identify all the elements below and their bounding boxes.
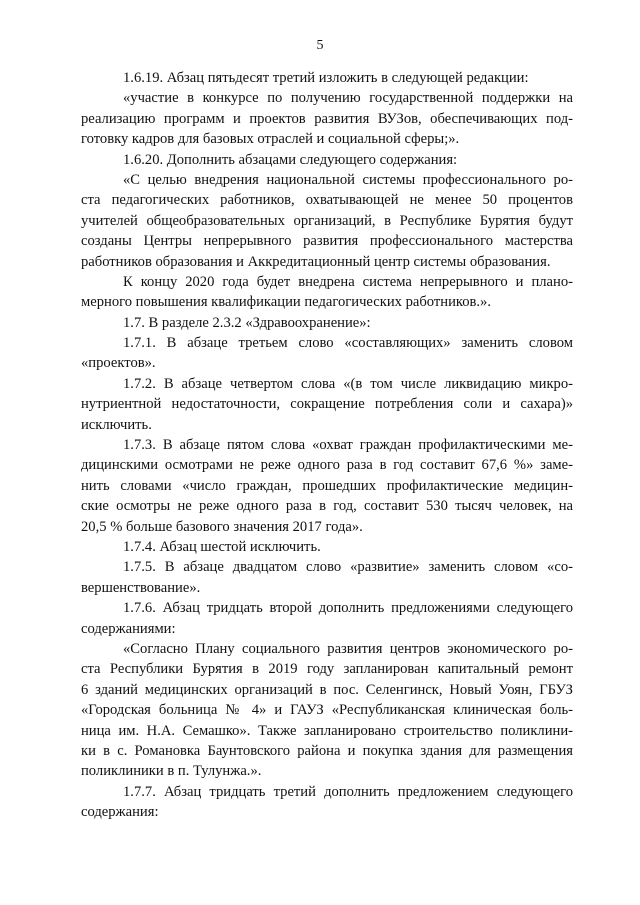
text-line: мерного повышения квалификации педагогических работников.». [81,294,492,311]
text-line: ста Республики Бурятия в 2019 году запланирован капитальный ремонт [81,661,573,678]
text-line: реализацию программ и проектов развития ВУЗов, обеспечивающих под- [81,110,573,127]
text-line: К концу 2020 года будет внедрена система непрерывного и плано- [123,273,573,290]
text-line: 1.7. В разделе 2.3.2 «Здравоохранение»: [123,314,371,331]
text-line: нутриентной недостаточности, сокращение потребления соли и сахара)» [81,396,573,413]
text-line: 1.7.5. В абзаце двадцатом слово «развитие» заменить словом «со- [123,559,573,576]
text-line: 1.7.6. Абзац тридцать второй дополнить предложениями следующего [123,600,573,617]
text-line: ские осмотры не реже одного раза в год, составит 530 тысяч человек, на [81,498,573,515]
text-line: «Городская больница № 4» и ГАУЗ «Республиканская клиническая боль- [81,702,573,719]
text-line: 1.7.7. Абзац тридцать третий дополнить предложением следующего [123,783,573,800]
text-line: «проектов». [81,355,156,372]
text-line: «участие в конкурсе по получению государственной поддержки на [123,90,573,107]
text-line: 6 зданий медицинских организаций в пос. Селенгинск, Новый Уоян, ГБУЗ [81,681,573,698]
text-line: содержаниями: [81,620,176,637]
text-line: нить словами «число граждан, прошедших профилактические медицин- [81,477,573,494]
text-line: 1.7.2. В абзаце четвертом слова «(в том числе ликвидацию микро- [123,375,573,392]
text-line: ста педагогических работников, охватывающей не менее 50 процентов [81,192,573,209]
text-line: исключить. [81,416,152,433]
text-line: ница им. Н.А. Семашко». Также запланировано строительство поликлини- [81,722,573,739]
text-line: созданы Центры непрерывного развития профессионального мастерства [81,233,573,250]
text-line: 1.7.3. В абзаце пятом слова «охват граждан профилактическими ме- [123,437,573,454]
text-line: «Согласно Плану социального развития центров экономического ро- [123,640,573,657]
text-line: 20,5 % больше базового значения 2017 года». [81,518,363,535]
text-line: дицинскими осмотрами не реже одного раза в год составит 67,6 %» заме- [81,457,573,474]
text-line: содержания: [81,804,159,821]
text-line: 1.7.4. Абзац шестой исключить. [123,538,321,555]
text-line: «С целью внедрения национальной системы профессионального ро- [123,171,573,188]
text-line: поликлиники в п. Тулунжа.». [81,763,262,780]
text-line: 1.7.1. В абзаце третьем слово «составляющих» заменить словом [123,335,573,352]
text-line: 1.6.19. Абзац пятьдесят третий изложить в следующей редакции: [123,70,529,86]
text-line: 1.6.20. Дополнить абзацами следующего содержания: [123,151,458,168]
text-line: вершенствование». [81,579,201,596]
text-line: работников образования и Аккредитационный центр системы образования. [81,253,551,270]
document-body [81,68,573,822]
text-line: ки в с. Романовка Баунтовского района и покупка здания для размещения [81,742,573,759]
text-line: учителей общеобразовательных организаций, в Республике Бурятия будут [81,212,573,229]
text-line: готовку кадров для базовых отраслей и социальной сферы;». [81,131,460,148]
page-number: 5 [316,38,324,53]
